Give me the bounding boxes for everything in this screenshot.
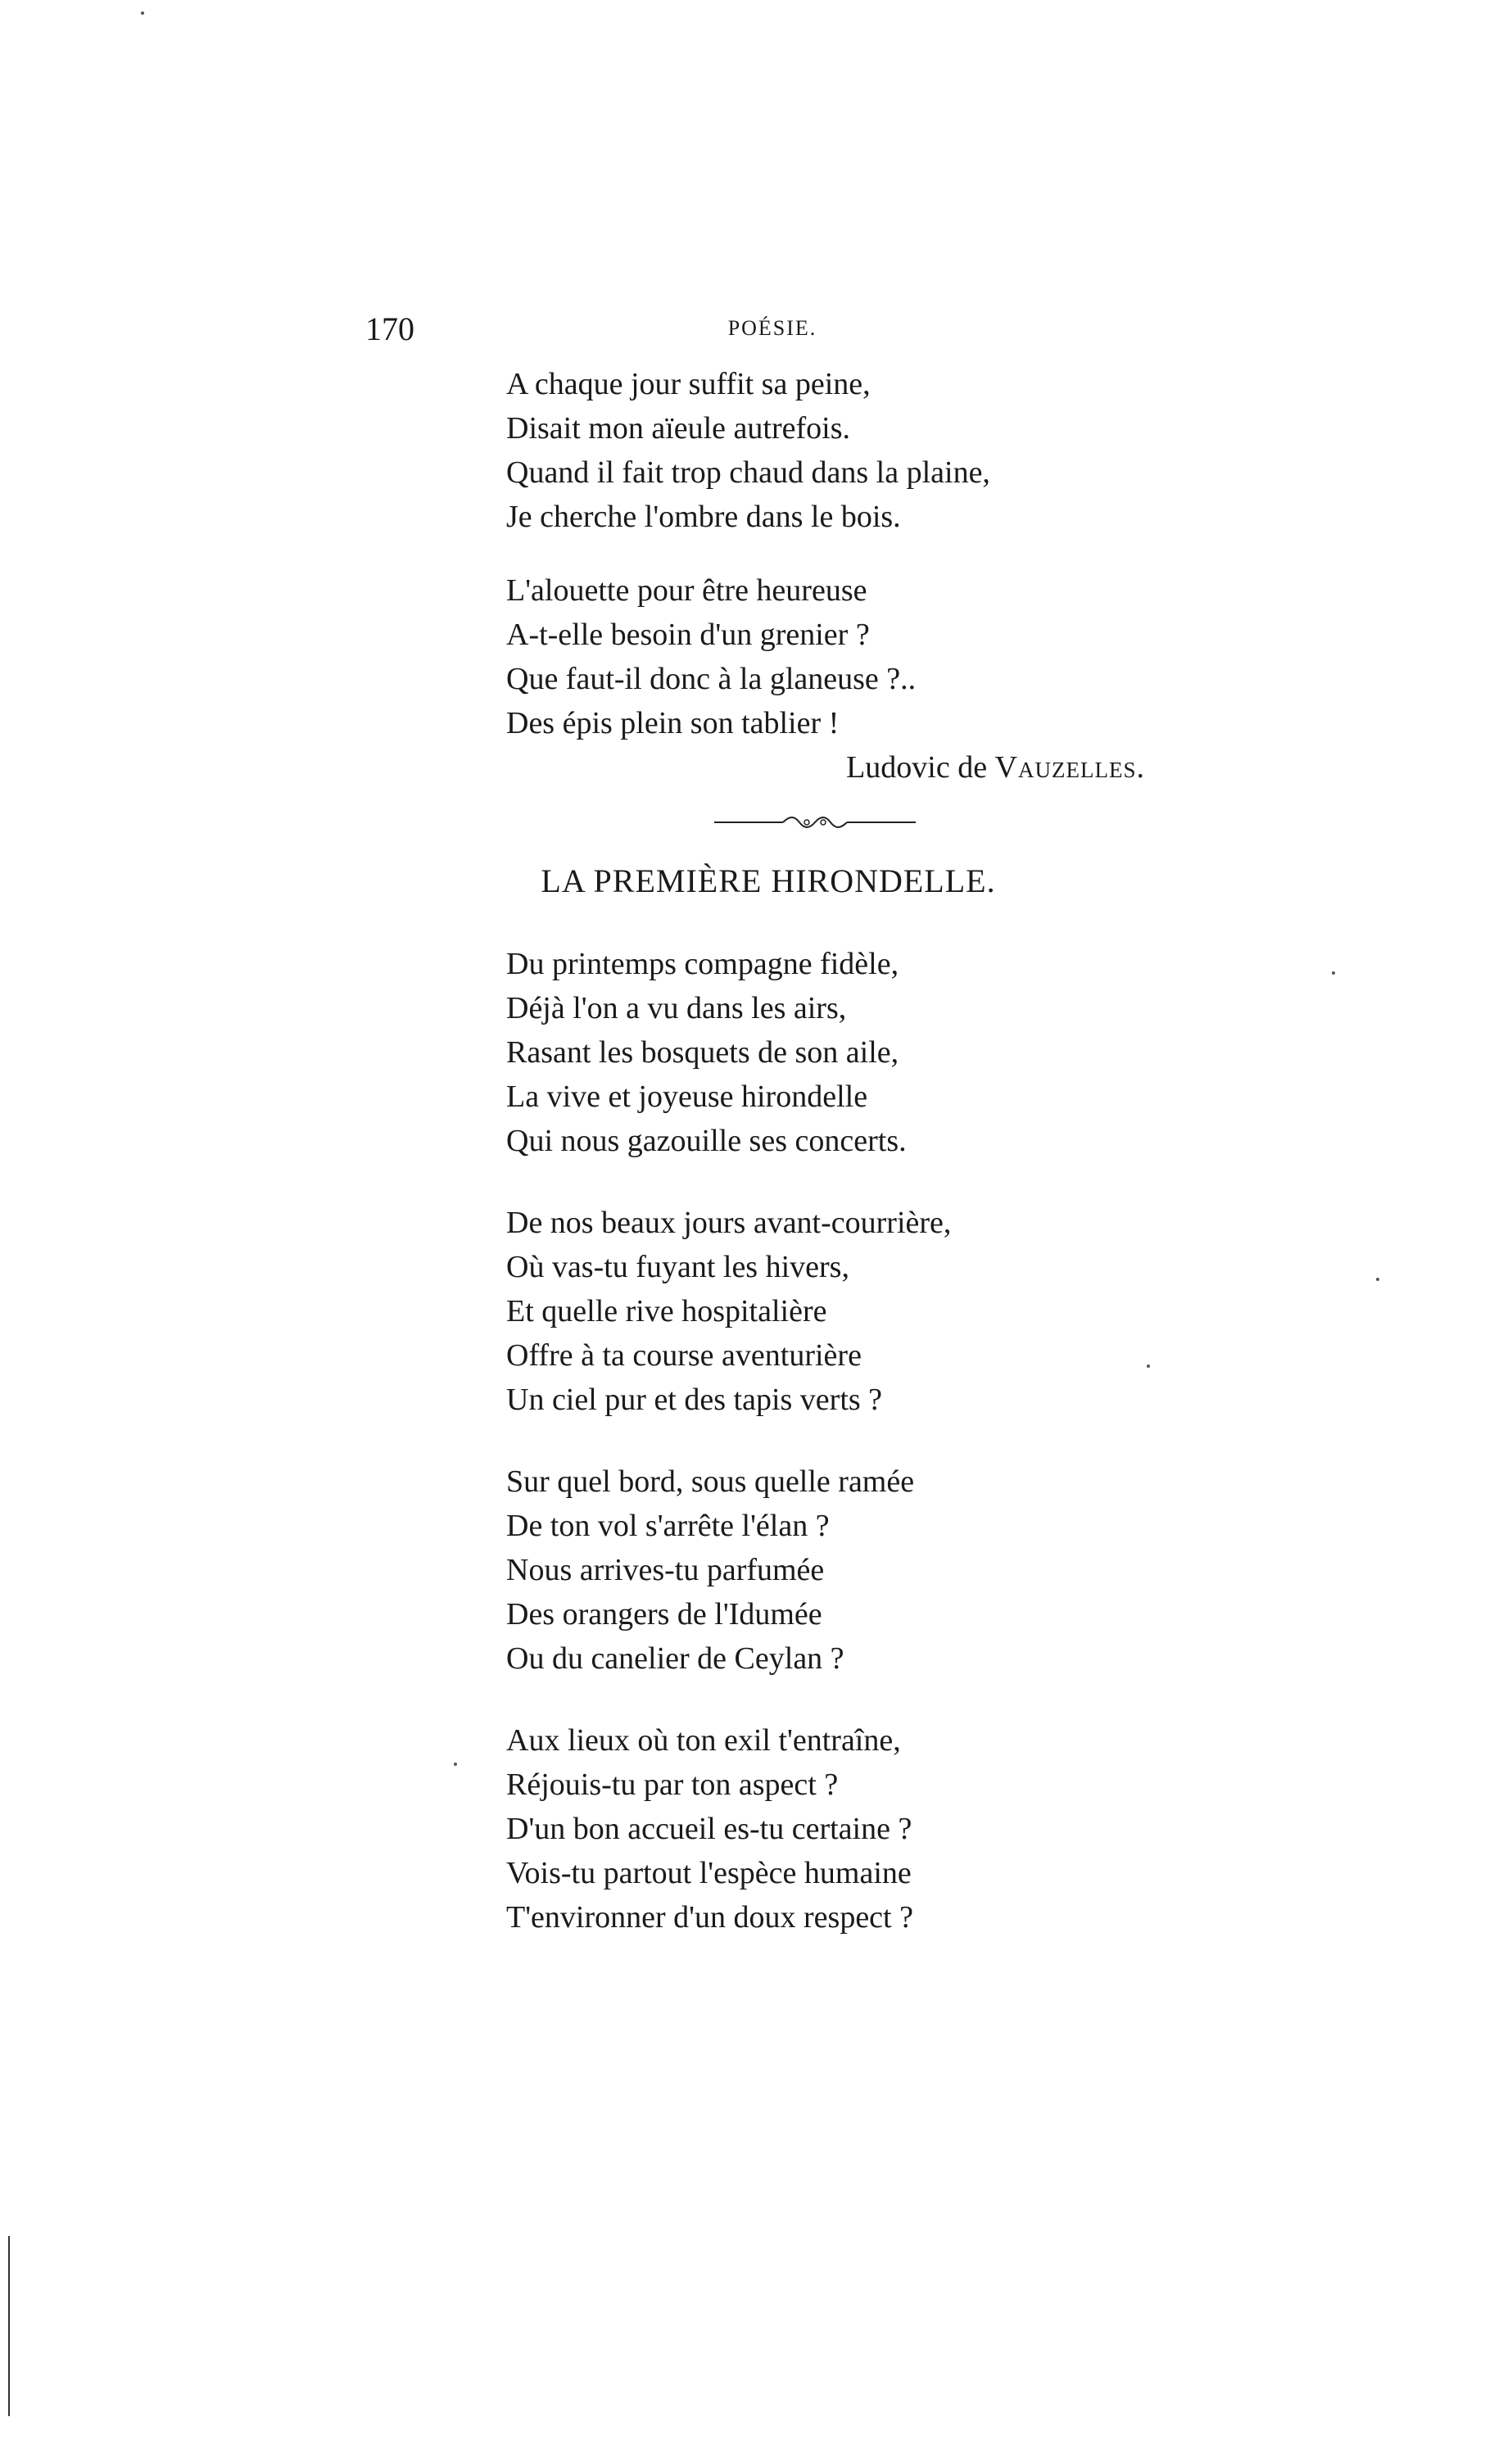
poem-title-text: LA PREMIÈRE HIRONDELLE.: [541, 862, 996, 899]
poem2-stanza-2: [506, 1201, 951, 1422]
poem2-stanza-1: [506, 942, 907, 1163]
poem1-stanza-1: [506, 362, 990, 539]
author-surname: Vauzelles.: [994, 750, 1145, 785]
verse-line: Quand il fait trop chaud dans la plaine,: [506, 455, 990, 490]
verse-line: Réjouis-tu par ton aspect ?: [506, 1767, 839, 1802]
author-signature: [0, 745, 1145, 790]
verse-line: Rasant les bosquets de son aile,: [506, 1035, 899, 1070]
verse-line: Du printemps compagne fidèle,: [506, 947, 899, 981]
verse-line: Nous arrives-tu parfumée: [506, 1553, 825, 1587]
verse-line: Où vas-tu fuyant les hivers,: [506, 1250, 849, 1284]
verse-line: Disait mon aïeule autrefois.: [506, 411, 850, 446]
author-first-name: Ludovic de: [846, 750, 995, 785]
verse-line: Aux lieux où ton exil t'entraîne,: [506, 1723, 901, 1758]
section-divider-ornament: [714, 814, 916, 831]
poem1-stanza-2: [506, 568, 916, 745]
page-number: 170: [365, 310, 414, 347]
verse-line: Et quelle rive hospitalière: [506, 1294, 827, 1328]
poem2-stanza-3: [506, 1460, 914, 1681]
verse-line: Ou du canelier de Ceylan ?: [506, 1641, 844, 1676]
verse-line: Offre à ta course aventurière: [506, 1338, 862, 1373]
poem-title: [0, 860, 1512, 903]
verse-line: Vois-tu partout l'espèce humaine: [506, 1856, 912, 1890]
scan-speck: [1332, 971, 1335, 975]
verse-line: Un ciel pur et des tapis verts ?: [506, 1383, 883, 1417]
verse-line: Qui nous gazouille ses concerts.: [506, 1124, 907, 1158]
running-head-text: POÉSIE.: [727, 316, 817, 340]
verse-line: D'un bon accueil es-tu certaine ?: [506, 1812, 912, 1846]
scan-speck: [1147, 1365, 1150, 1368]
verse-line: Déjà l'on a vu dans les airs,: [506, 991, 847, 1025]
verse-line: A-t-elle besoin d'un grenier ?: [506, 618, 870, 652]
verse-line: Sur quel bord, sous quelle ramée: [506, 1464, 915, 1499]
poem2-stanza-4: [506, 1718, 913, 1939]
scan-speck: [454, 1763, 457, 1766]
verse-line: Des orangers de l'Idumée: [506, 1597, 822, 1632]
running-head: [0, 316, 1512, 341]
scan-edge-line: [8, 2236, 10, 2416]
scan-speck: [141, 11, 144, 15]
verse-line: Que faut-il donc à la glaneuse ?..: [506, 662, 917, 696]
verse-line: L'alouette pour être heureuse: [506, 573, 867, 608]
verse-line: De ton vol s'arrête l'élan ?: [506, 1509, 830, 1543]
verse-line: T'environner d'un doux respect ?: [506, 1900, 913, 1935]
verse-line: La vive et joyeuse hirondelle: [506, 1079, 868, 1114]
verse-line: Je cherche l'ombre dans le bois.: [506, 500, 901, 534]
scan-speck: [1376, 1278, 1379, 1281]
verse-line: Des épis plein son tablier !: [506, 706, 840, 740]
verse-line: A chaque jour suffit sa peine,: [506, 367, 871, 401]
verse-line: De nos beaux jours avant-courrière,: [506, 1206, 952, 1240]
